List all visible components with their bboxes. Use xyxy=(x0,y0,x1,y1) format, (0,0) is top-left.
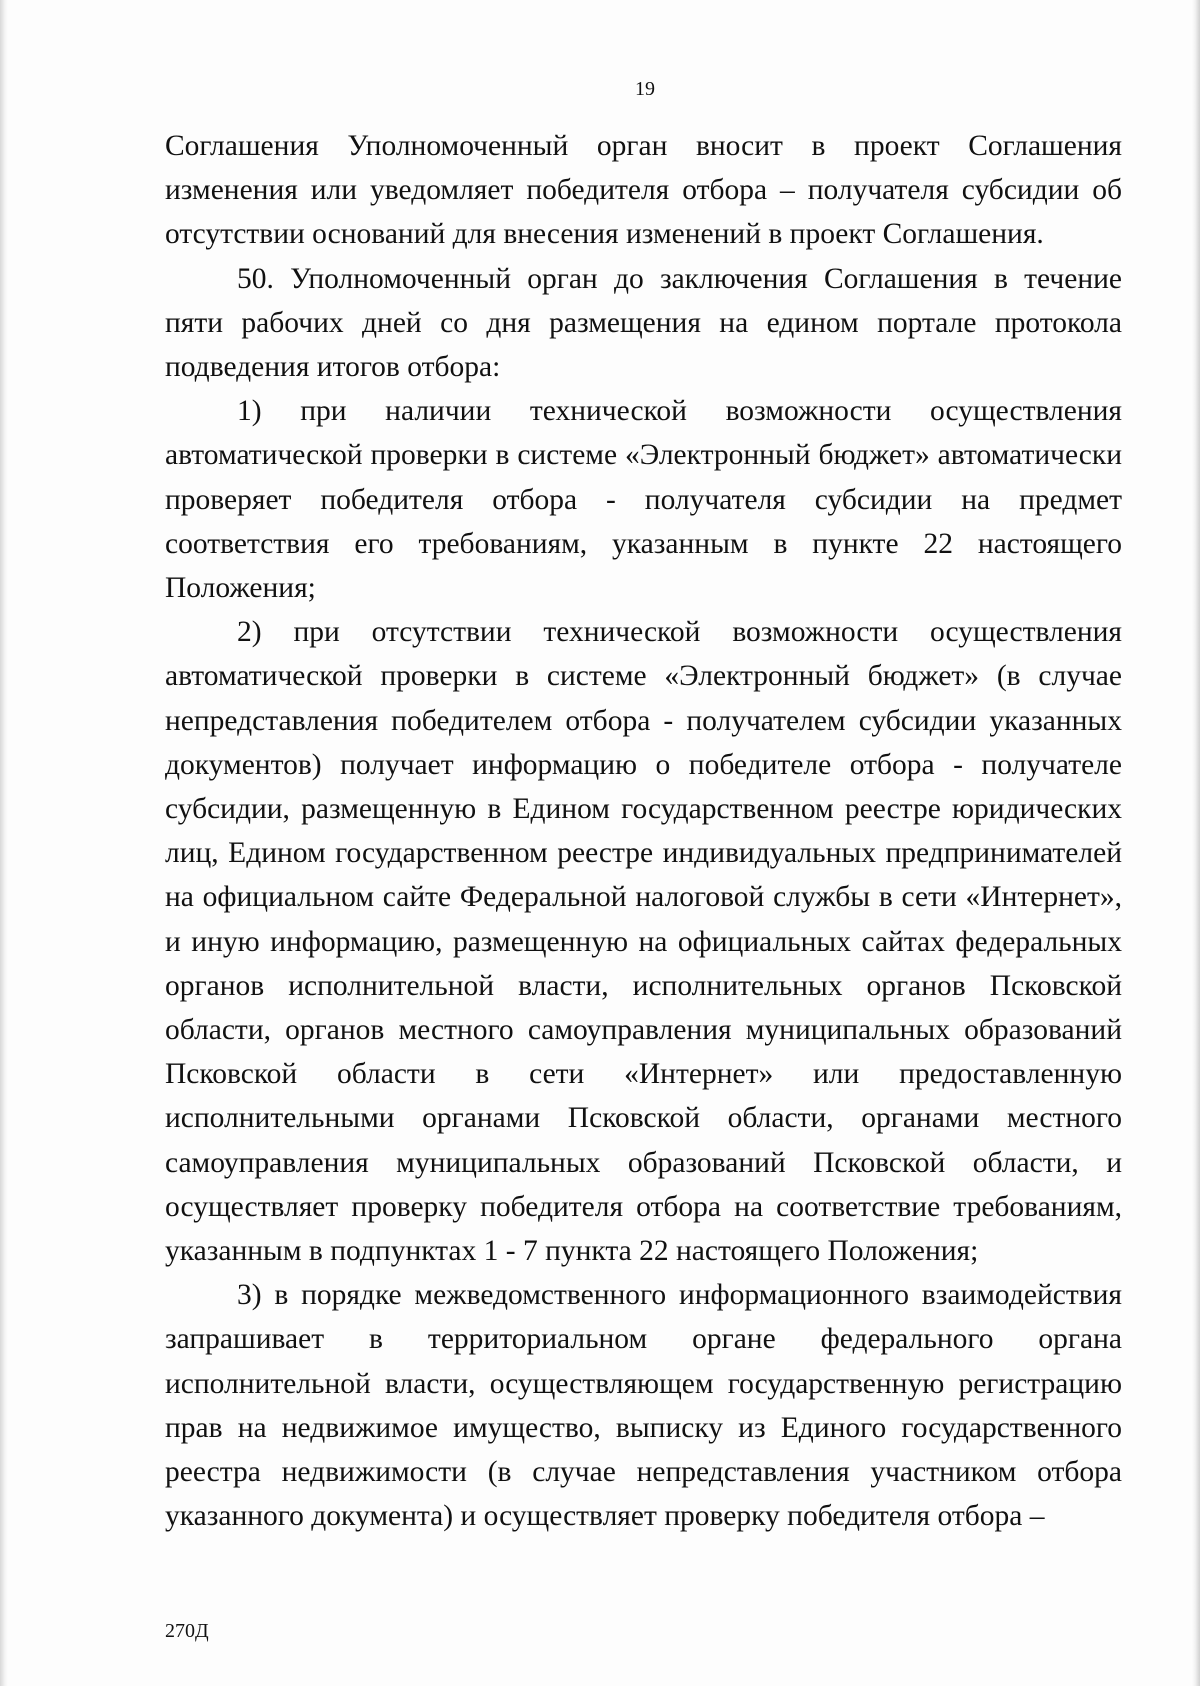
scan-edge-left xyxy=(0,0,8,1686)
page-number: 19 xyxy=(635,78,655,100)
paragraph-item-50: 50. Уполномоченный орган до заключения Соглашения в течение пяти рабочих дней со дня размещения на едином портале протокола подведения итогов отбора: xyxy=(165,262,1122,384)
paragraph-subitem-2: 2) при отсутствии технической возможности осуществления автоматической проверки в системе «Электронный бюджет» (в случае непредставления победителем отбора - получателем субсидии указанных документов) получает информацию о победителе отбора - получателе субсидии, размещенную в Едином государственном реестре юридических лиц, Едином государственном реестре индивидуальных предпринимателей на официальном сайте Федеральной налоговой службы в сети «Интернет», и иную информацию, размещенную на официальных сайтах федеральных органов исполнительной власти, исполнительных органов Псковской области, органов местного самоуправления муниципальных образований Псковской области в сети «Интернет» или предоставленную исполнительными органами Псковской области, органами местного самоуправления муниципальных образований Псковской области, и осуществляет проверку победителя отбора на соответствие требованиям, указанным в подпунктах 1 - 7 пункта 22 настоящего Положения; xyxy=(165,616,1122,1268)
scan-edge-right xyxy=(1192,0,1200,1686)
document-code: 270Д xyxy=(165,1620,209,1642)
document-body xyxy=(165,124,1122,1539)
paragraph-continuation: Соглашения Уполномоченный орган вносит в проект Соглашения изменения или уведомляет победителя отбора – получателя субсидии об отсутствии оснований для внесения изменений в проект Соглашения. xyxy=(165,130,1122,251)
paragraph-subitem-3: 3) в порядке межведомственного информационного взаимодействия запрашивает в территориальном органе федерального органа исполнительной власти, осуществляющем государственную регистрацию прав на недвижимое имущество, выписку из Единого государственного реестра недвижимости (в случае непредставления участником отбора указанного документа) и осуществляет проверку победителя отбора – xyxy=(165,1279,1122,1533)
paragraph-subitem-1: 1) при наличии технической возможности осуществления автоматической проверки в системе «Электронный бюджет» автоматически проверяет победителя отбора - получателя субсидии на предмет соответствия его требованиям, указанным в пункте 22 настоящего Положения; xyxy=(165,395,1122,605)
